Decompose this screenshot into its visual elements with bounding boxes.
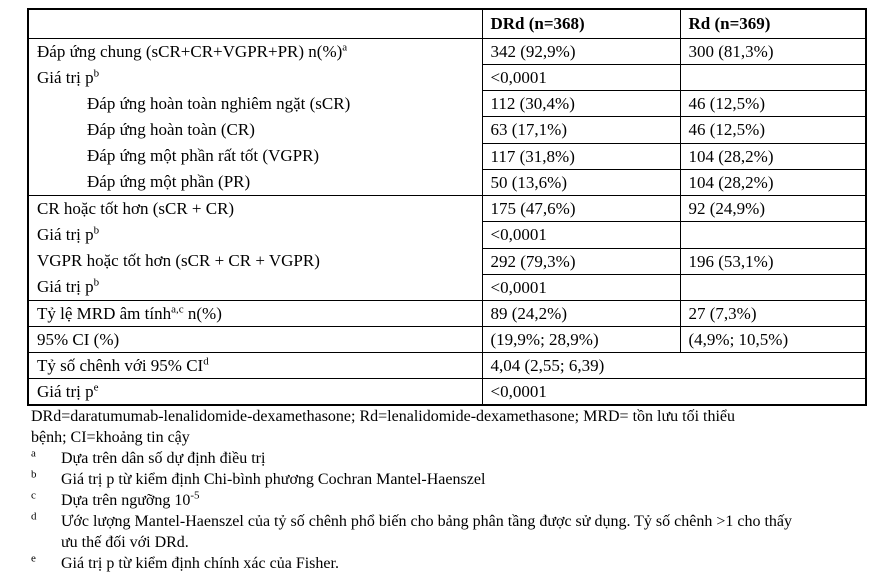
cell-pr-drd: 50 (13,6%)	[482, 169, 680, 195]
row-label-overall-response	[37, 39, 476, 65]
cell-vgpr-or-better-p-drd: <0,0001	[482, 274, 680, 300]
footnote-marker-a	[31, 448, 61, 469]
row-cr-or-better	[28, 196, 866, 222]
footnote-ref-e: e	[93, 381, 99, 394]
label-group-overall-response	[28, 39, 482, 196]
cell-95ci-drd: (19,9%; 28,9%)	[482, 327, 680, 353]
label-text: CR hoặc tốt hơn (sCR + CR)	[37, 199, 235, 218]
footnote-a	[31, 448, 859, 469]
footnote-ref-ac: a,c	[171, 303, 184, 316]
footnote-text-a: Dựa trên dân số dự định điều trị	[61, 450, 266, 467]
header-empty-cell	[28, 9, 482, 39]
label-text: Đáp ứng chung (sCR+CR+VGPR+PR) n(%)	[37, 42, 343, 61]
label-text: Giá trị p	[37, 382, 94, 401]
footnote-marker-b	[31, 469, 61, 490]
label-text: Giá trị p	[37, 277, 94, 296]
label-text: Đáp ứng hoàn toàn nghiêm ngặt (sCR)	[87, 94, 351, 113]
footnote-d	[31, 511, 859, 553]
footnote-c	[31, 490, 859, 511]
cell-cr-or-better-rd: 92 (24,9%)	[680, 196, 866, 222]
label-text-post: n(%)	[183, 304, 222, 323]
cell-cr-drd: 63 (17,1%)	[482, 117, 680, 143]
cell-vgpr-or-better-rd: 196 (53,1%)	[680, 248, 866, 274]
row-label-vgpr-or-better	[37, 248, 476, 274]
cell-cr-or-better-drd: 175 (47,6%)	[482, 196, 680, 222]
label-group-cr-or-better	[28, 196, 482, 301]
label-text: VGPR hoặc tốt hơn (sCR + CR + VGPR)	[37, 251, 320, 270]
cell-scr-drd: 112 (30,4%)	[482, 91, 680, 117]
cell-overall-p-rd-empty	[680, 65, 866, 91]
row-label-cr-or-better	[37, 196, 476, 222]
footnote-ref-b: b	[93, 224, 100, 237]
cell-scr-rd: 46 (12,5%)	[680, 91, 866, 117]
row-label-p-value	[37, 65, 476, 91]
footnote-ref-d: d	[203, 355, 209, 368]
cell-cr-or-better-p-drd: <0,0001	[482, 222, 680, 248]
cell-95ci-rd: (4,9%; 10,5%)	[680, 327, 866, 353]
footnote-text-b: Giá trị p từ kiểm định Chi-bình phương Cochran Mantel-Haenszel	[61, 471, 486, 488]
cell-overall-p-drd: <0,0001	[482, 65, 680, 91]
footnote-b	[31, 469, 859, 490]
label-text: Giá trị p	[37, 68, 94, 87]
footnote-marker-e	[31, 553, 61, 574]
footnote-ref-a: a	[342, 41, 348, 54]
row-label-cr	[37, 117, 476, 143]
cell-vgpr-or-better-drd: 292 (79,3%)	[482, 248, 680, 274]
cell-fisher-p-value: <0,0001	[482, 379, 866, 406]
footnote-text-c	[61, 490, 806, 511]
footnote-text-c-exponent: -5	[190, 489, 200, 502]
footnote-marker-letter: b	[31, 468, 37, 481]
footnote-definitions: DRd=daratumumab-lenalidomide-dexamethasone; Rd=lenalidomide-dexamethasone; MRD= tồn lưu tối thiểu bệnh; CI=khoảng tin cậy	[31, 408, 736, 446]
row-overall-response	[28, 39, 866, 65]
footnote-text-d: Ước lượng Mantel-Haenszel của tỷ số chênh phổ biến cho bảng phân tầng được sử dụng. Tỷ số chênh >1 cho thấy ưu thế đối với DRd.	[61, 513, 793, 551]
label-text: Tỷ lệ MRD âm tính	[37, 304, 172, 323]
label-mrd-negative	[28, 301, 482, 327]
cell-cr-rd: 46 (12,5%)	[680, 117, 866, 143]
label-text: Đáp ứng một phần (PR)	[87, 172, 251, 191]
cell-vgpr-rd: 104 (28,2%)	[680, 143, 866, 169]
label-text: Đáp ứng một phần rất tốt (VGPR)	[87, 146, 320, 165]
row-label-pr	[37, 169, 476, 195]
label-95ci	[28, 327, 482, 353]
row-odds-ratio	[28, 353, 866, 379]
header-rd-cell: Rd (n=369)	[680, 9, 866, 39]
row-95ci	[28, 327, 866, 353]
footnotes-section	[31, 406, 859, 574]
footnote-marker-c	[31, 490, 61, 511]
footnote-marker-letter: a	[31, 447, 36, 460]
footnote-e	[31, 553, 859, 574]
cell-overall-drd: 342 (92,9%)	[482, 39, 680, 65]
row-fisher-p	[28, 379, 866, 406]
cell-vgpr-or-better-p-rd-empty	[680, 274, 866, 300]
header-drd-cell: DRd (n=368)	[482, 9, 680, 39]
response-results-table	[27, 8, 867, 406]
cell-pr-rd: 104 (28,2%)	[680, 169, 866, 195]
row-label-scr	[37, 91, 476, 117]
cell-cr-or-better-p-rd-empty	[680, 222, 866, 248]
label-odds-ratio	[28, 353, 482, 379]
row-label-p-value	[37, 274, 476, 300]
cell-mrd-rd: 27 (7,3%)	[680, 301, 866, 327]
footnote-text-e: Giá trị p từ kiểm định chính xác của Fisher.	[61, 555, 339, 572]
footnote-ref-b: b	[93, 67, 100, 80]
label-text: 95% CI (%)	[37, 330, 120, 349]
cell-overall-rd: 300 (81,3%)	[680, 39, 866, 65]
footnote-marker-d	[31, 511, 61, 532]
row-mrd-negative	[28, 301, 866, 327]
table-header-row	[28, 9, 866, 39]
label-text: Đáp ứng hoàn toàn (CR)	[87, 120, 255, 139]
cell-mrd-drd: 89 (24,2%)	[482, 301, 680, 327]
label-text: Tỷ số chênh với 95% CI	[37, 356, 204, 375]
cell-vgpr-drd: 117 (31,8%)	[482, 143, 680, 169]
label-fisher-p	[28, 379, 482, 406]
footnote-marker-letter: d	[31, 510, 37, 523]
footnote-marker-letter: e	[31, 552, 36, 565]
footnote-text-c-main: Dựa trên ngưỡng 10	[61, 492, 191, 509]
cell-odds-ratio-value: 4,04 (2,55; 6,39)	[482, 353, 866, 379]
footnote-marker-letter: c	[31, 489, 36, 502]
footnote-ref-b: b	[93, 276, 100, 289]
label-text: Giá trị p	[37, 225, 94, 244]
row-label-p-value	[37, 222, 476, 248]
row-label-vgpr	[37, 143, 476, 169]
